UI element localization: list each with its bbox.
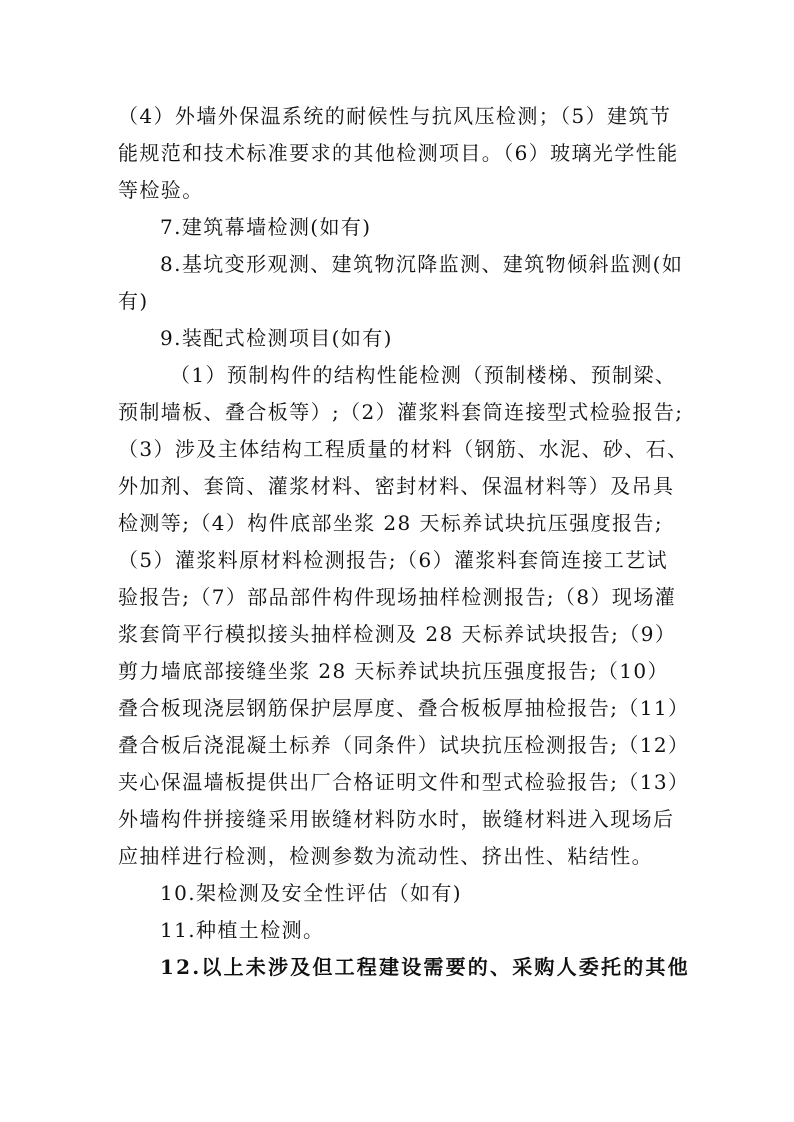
paragraph-line: （4）外墙外保温系统的耐候性与抗风压检测；（5）建筑节 — [118, 104, 672, 128]
paragraph-line: 外墙构件拼接缝采用嵌缝材料防水时，嵌缝材料进入现场后 — [118, 807, 675, 831]
paragraph-line: 预制墙板、叠合板等）;（2）灌浆料套筒连接型式检验报告; — [118, 400, 684, 424]
paragraph-line: 夹心保温墙板提供出厂合格证明文件和型式检验报告;（13） — [118, 770, 690, 794]
paragraph-line: （3）涉及主体结构工程质量的材料（钢筋、水泥、砂、石、 — [118, 437, 689, 461]
item-9-heading: 9.装配式检测项目(如有) — [160, 326, 393, 350]
item-8-heading: 8.基坑变形观测、建筑物沉降监测、建筑物倾斜监测(如 — [160, 252, 684, 276]
item-10-heading: 10.架检测及安全性评估（如有) — [160, 881, 463, 905]
document-body — [118, 98, 690, 986]
paragraph-line: 外加剂、套筒、灌浆材料、密封材料、保温材料等）及吊具 — [118, 474, 675, 498]
paragraph-line: 剪力墙底部接缝坐浆 28 天标养试块抗压强度报告;（10） — [118, 659, 669, 683]
paragraph-line: （1）预制构件的结构性能检测（预制楼梯、预制梁、 — [170, 363, 677, 387]
paragraph-line: 能规范和技术标准要求的其他检测项目。（6）玻璃光学性能 — [118, 141, 679, 165]
paragraph-line: （5）灌浆料原材料检测报告;（6）灌浆料套筒连接工艺试 — [118, 548, 668, 572]
paragraph-line: 叠合板现浇层钢筋保护层厚度、叠合板板厚抽检报告;（11） — [118, 696, 690, 720]
paragraph-line: 验报告;（7）部品部件构件现场抽样检测报告;（8）现场灌 — [118, 585, 677, 609]
paragraph-line: 等检验。 — [118, 178, 204, 202]
paragraph-line: 有) — [118, 289, 149, 313]
paragraph-line: 检测等;（4）构件底部坐浆 28 天标养试块抗压强度报告; — [118, 511, 663, 535]
paragraph-line: 浆套筒平行模拟接头抽样检测及 28 天标养试块报告;（9） — [118, 622, 677, 646]
item-12-heading: 12.以上未涉及但工程建设需要的、采购人委托的其他 — [160, 955, 690, 979]
item-7-heading: 7.建筑幕墙检测(如有) — [160, 215, 372, 239]
item-11-heading: 11.种植土检测。 — [160, 918, 325, 942]
paragraph-line: 叠合板后浇混凝土标养（同条件）试块抗压检测报告;（12） — [118, 733, 690, 757]
paragraph-line: 应抽样进行检测，检测参数为流动性、挤出性、粘结性。 — [118, 844, 653, 868]
